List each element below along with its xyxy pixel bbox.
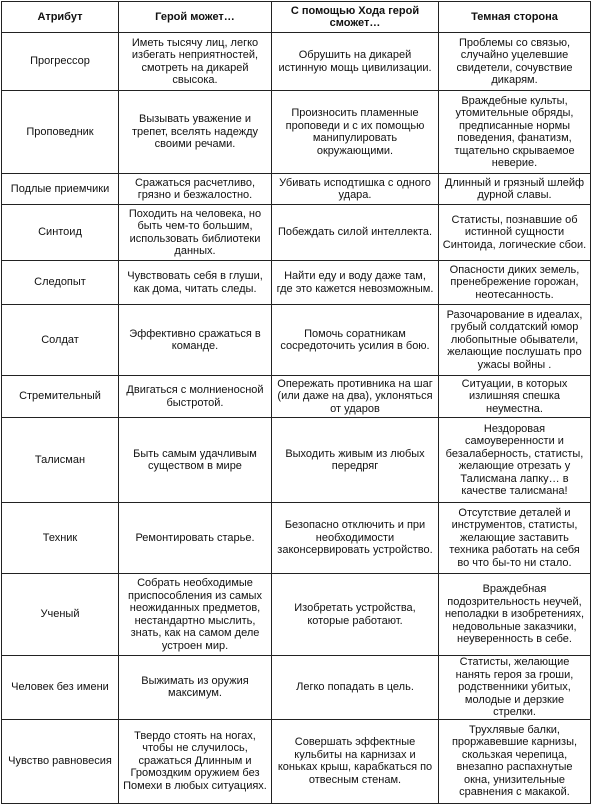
dark-side-cell: Нездоровая самоуверенности и безалаберность, статисты, желающие отрезать у Талисмана лапку… в качестве талисмана! (439, 418, 591, 503)
move-cell: Опережать противника на шаг (или даже на два), уклоняться от ударов (272, 376, 439, 418)
move-cell: Изобретать устройства, которые работают. (272, 574, 439, 656)
header-dark-side: Темная сторона (439, 2, 591, 33)
attribute-name: Человек без имени (2, 656, 119, 720)
move-cell: Произносить пламенные проповеди и с их помощью манипулировать окружающими. (272, 91, 439, 174)
attribute-name: Подлые приемчики (2, 174, 119, 205)
table-row (2, 305, 591, 376)
attribute-name: Техник (2, 503, 119, 574)
hero-can-cell: Собрать необходимые приспособления из самых неожиданных предметов, нестандартно мыслить, знать, как на самом деле устроен мир. (119, 574, 272, 656)
table-row (2, 33, 591, 91)
hero-can-cell: Эффективно сражаться в команде. (119, 305, 272, 376)
hero-can-cell: Быть самым удачливым существом в мире (119, 418, 272, 503)
attribute-name: Синтоид (2, 205, 119, 261)
hero-can-cell: Походить на человека, но быть чем-то большим, использовать библиотеки данных. (119, 205, 272, 261)
dark-side-cell: Статисты, желающие нанять героя за гроши, родственники убитых, молодые и дерзкие стрелки. (439, 656, 591, 720)
table-row (2, 418, 591, 503)
attribute-name: Ученый (2, 574, 119, 656)
dark-side-cell: Враждебные культы, утомительные обряды, предписанные нормы поведения, фанатизм, тщательно скрываемое неверие. (439, 91, 591, 174)
hero-can-cell: Сражаться расчетливо, грязно и безжалостно. (119, 174, 272, 205)
hero-can-cell: Выжимать из оружия максимум. (119, 656, 272, 720)
header-move-ability: С помощью Хода герой сможет… (272, 2, 439, 33)
table-header-row (2, 2, 591, 33)
hero-can-cell: Чувствовать себя в глуши, как дома, читать следы. (119, 261, 272, 305)
dark-side-cell: Длинный и грязный шлейф дурной славы. (439, 174, 591, 205)
table-row (2, 719, 591, 803)
attribute-name: Чувство равновесия (2, 719, 119, 803)
attribute-name: Прогрессор (2, 33, 119, 91)
move-cell: Обрушить на дикарей истинную мощь цивилизации. (272, 33, 439, 91)
attribute-name: Стремительный (2, 376, 119, 418)
table-row (2, 174, 591, 205)
attribute-name: Талисман (2, 418, 119, 503)
table-row (2, 656, 591, 720)
move-cell: Выходить живым из любых передряг (272, 418, 439, 503)
hero-can-cell: Двигаться с молниеносной быстротой. (119, 376, 272, 418)
table-row (2, 205, 591, 261)
attributes-table (1, 1, 591, 804)
move-cell: Совершать эффектные кульбиты на карнизах и коньках крыш, карабкаться по отвесным стенам. (272, 719, 439, 803)
table-row (2, 376, 591, 418)
hero-can-cell: Вызывать уважение и трепет, вселять надежду своими речами. (119, 91, 272, 174)
move-cell: Безопасно отключить и при необходимости законсервировать устройство. (272, 503, 439, 574)
attribute-name: Следопыт (2, 261, 119, 305)
move-cell: Легко попадать в цель. (272, 656, 439, 720)
hero-can-cell: Твердо стоять на ногах, чтобы не случилось, сражаться Длинным и Громоздким оружием без Помехи в любых ситуациях. (119, 719, 272, 803)
dark-side-cell: Проблемы со связью, случайно уцелевшие свидетели, сочувствие дикарям. (439, 33, 591, 91)
dark-side-cell: Статисты, познавшие об истинной сущности Синтоида, логические сбои. (439, 205, 591, 261)
dark-side-cell: Опасности диких земель, пренебрежение горожан, неотесанность. (439, 261, 591, 305)
attribute-name: Солдат (2, 305, 119, 376)
table-row (2, 503, 591, 574)
attribute-name: Проповедник (2, 91, 119, 174)
move-cell: Найти еду и воду даже там, где это кажется невозможным. (272, 261, 439, 305)
header-hero-can: Герой может… (119, 2, 272, 33)
dark-side-cell: Трухлявые балки, проржавевшие карнизы, скользкая черепица, внезапно распахнутые окна, унизительные сравнения с макакой. (439, 719, 591, 803)
table-row (2, 91, 591, 174)
move-cell: Помочь соратникам сосредоточить усилия в бою. (272, 305, 439, 376)
hero-can-cell: Иметь тысячу лиц, легко избегать неприятностей, смотреть на дикарей свысока. (119, 33, 272, 91)
move-cell: Побеждать силой интеллекта. (272, 205, 439, 261)
dark-side-cell: Отсутствие деталей и инструментов, статисты, желающие заставить техника работать на себя во что бы-то ни стало. (439, 503, 591, 574)
header-attribute: Атрибут (2, 2, 119, 33)
hero-can-cell: Ремонтировать старье. (119, 503, 272, 574)
dark-side-cell: Ситуации, в которых излишняя спешка неуместна. (439, 376, 591, 418)
dark-side-cell: Враждебная подозрительность неучей, неполадки в изобретениях, недовольные заказчики, неуверенность в себе. (439, 574, 591, 656)
table-row (2, 574, 591, 656)
table-row (2, 261, 591, 305)
move-cell: Убивать исподтишка с одного удара. (272, 174, 439, 205)
dark-side-cell: Разочарование в идеалах, грубый солдатский юмор любопытные обыватели, желающие послушать про ужасы войны . (439, 305, 591, 376)
